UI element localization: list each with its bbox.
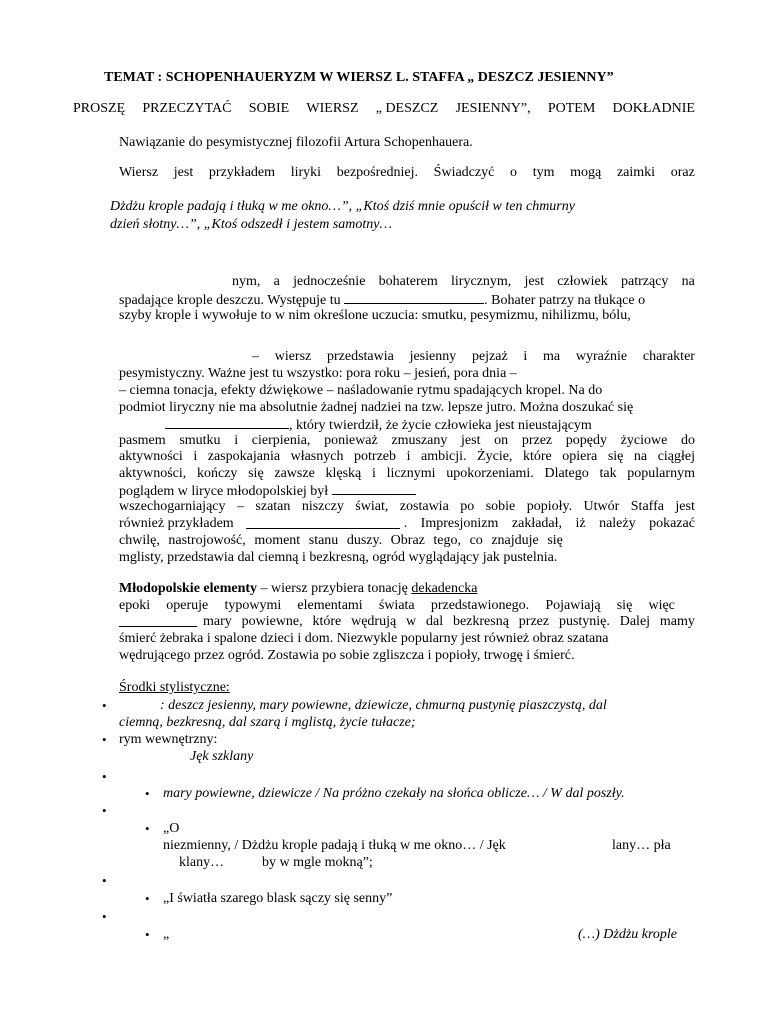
bullet: • — [102, 909, 107, 924]
answer-blank[interactable] — [344, 291, 484, 304]
rhyme-example: Jęk szklany — [190, 749, 254, 764]
page-title: TEMAT : SCHOPENHAUERYZM W WIERSZ L. STAFFA „ DESZCZ JESIENNY” — [104, 70, 614, 85]
epithets-line-2: ciemną, bezkresną, dal szarą i mglistą, życie tułacze; — [119, 715, 416, 730]
answer-blank[interactable] — [246, 516, 400, 529]
paragraph-2-line-2: pesymistyczny. Ważne jest tu wszystko: pora roku – jesień, pora dnia – — [119, 366, 517, 381]
section-heading: Młodopolskie elementy — [119, 581, 258, 596]
bullet: • — [102, 732, 107, 747]
answer-blank[interactable] — [119, 614, 197, 627]
quote-example-2-line-2-end: lany… pła — [612, 838, 671, 853]
paragraph-3-line-2: epoki operuje typowymi elementami świata przedstawionego. Pojawiają się więc — [119, 598, 675, 613]
answer-blank[interactable] — [332, 482, 416, 495]
quote-line-2: dzień słotny…”, „Ktoś odszedł i jestem samotny… — [110, 217, 392, 232]
quote-example-4-end: (…) Dżdżu krople — [578, 927, 678, 942]
paragraph-2-line-7: aktywności i zaspokajania własnych potrzeb i ambicji. Życie, które opiera się na ciągłej — [119, 449, 695, 464]
sub-bullet: • — [145, 927, 150, 942]
paragraph-1-line-1: nym, a jednocześnie bohaterem lirycznym, jest człowiek patrzący na — [232, 274, 695, 289]
paragraph-3-line-1: Młodopolskie elementy – wiersz przybiera tonację dekadencka — [119, 581, 478, 596]
paragraph-3-line-5: wędrującego przez ogród. Zostawia po sobie zgliszcza i popioły, trwogę i śmierć. — [119, 648, 575, 663]
paragraph-2-line-4: podmiot liryczny nie ma absolutnie żadnej nadziei na tzw. lepsze jutro. Można doszukać się — [119, 400, 634, 415]
paragraph-2-line-3: – ciemna tonacja, efekty dźwiękowe – naśladowanie rytmu spadających kropel. Na do — [119, 383, 603, 398]
sub-bullet: • — [145, 891, 150, 906]
quote-line-1: Dżdżu krople padają i tłuką w me okno…”, „Ktoś dziś mnie opuścił w ten chmurny — [110, 199, 575, 214]
instruction-line: PROSZĘ PRZECZYTAĆ SOBIE WIERSZ „ DESZCZ JESIENNY”, POTEM DOKŁADNIE — [73, 101, 695, 116]
intro-line-1: Nawiązanie do pesymistycznej filozofii Artura Schopenhauera. — [119, 135, 473, 150]
paragraph-2-line-12: chwilę, nastrojowość, moment stanu duszy. Obraz tego, co znajduje się — [119, 533, 563, 548]
paragraph-2-line-11: również przykładem . Impresjonizm zakładał, iż należy pokazać — [119, 516, 695, 531]
paragraph-2-line-9: poglądem w liryce młodopolskiej był — [119, 482, 416, 500]
paragraph-3-line-3: mary powiewne, które wędrują w dal bezkresną przez pustynię. Dalej mamy — [119, 614, 695, 630]
bullet: • — [102, 698, 107, 713]
quote-example-2-start: „O — [163, 821, 180, 836]
quote-example-4-start: „ — [163, 927, 170, 942]
quote-example-1: mary powiewne, dziewicze / Na próżno czekały na słońca oblicze… / W dal poszły. — [163, 786, 625, 801]
paragraph-2-line-13: mglisty, przedstawia dal ciemną i bezkresną, ogród wyglądający jak pustelnia. — [119, 550, 558, 565]
paragraph-2-line-10: wszechogarniający – szatan niszczy świat, zostawia po sobie popioły. Utwór Staffa jest — [119, 499, 695, 514]
sub-bullet: • — [145, 786, 150, 801]
bullet: • — [102, 803, 107, 818]
epithets-line-1: : deszcz jesienny, mary powiewne, dziewicze, chmurną pustynię piaszczystą, dal — [160, 698, 607, 713]
internal-rhyme-label: rym wewnętrzny: — [119, 732, 218, 747]
paragraph-1-line-2: spadające krople deszczu. Występuje tu . Bohater patrzy na tłukące o — [119, 293, 646, 308]
quote-example-2-line-3b: by w mgle mokną”; — [262, 855, 373, 870]
stylistic-devices-heading: Środki stylistyczne: — [119, 680, 230, 695]
paragraph-2-line-8: aktywności, kończy się zawsze klęską i licznymi upokorzeniami. Dlatego tak popularnym — [119, 466, 695, 481]
quote-example-2-line-2: niezmienny, / Dżdżu krople padają i tłuką w me okno… / Jęk — [163, 838, 506, 853]
quote-example-2-line-3a: klany… — [179, 855, 225, 870]
intro-line-2: Wiersz jest przykładem liryki bezpośredniej. Świadczyć o tym mogą zaimki oraz — [119, 165, 695, 180]
paragraph-2-line-5: , który twierdził, że życie człowieka jest nieustającym — [119, 416, 592, 434]
paragraph-2-line-1: – wiersz przedstawia jesienny pejzaż i ma wyraźnie charakter — [252, 349, 695, 364]
quote-example-3: „I światła szarego blask sączy się senny” — [163, 891, 393, 906]
paragraph-1-line-3: szyby krople i wywołuje to w nim określone uczucia: smutku, pesymizmu, nihilizmu, bólu, — [119, 308, 631, 323]
paragraph-2-line-6: pasmem smutku i cierpienia, ponieważ zmuszany jest on przez popędy życiowe do — [119, 433, 695, 448]
sub-bullet: • — [145, 821, 150, 836]
bullet: • — [102, 873, 107, 888]
answer-blank[interactable] — [165, 416, 289, 429]
paragraph-3-line-4: śmierć żebraka i spalone dzieci i dom. Niezwykle popularny jest również obraz szatana — [119, 631, 609, 646]
bullet: • — [102, 769, 107, 784]
